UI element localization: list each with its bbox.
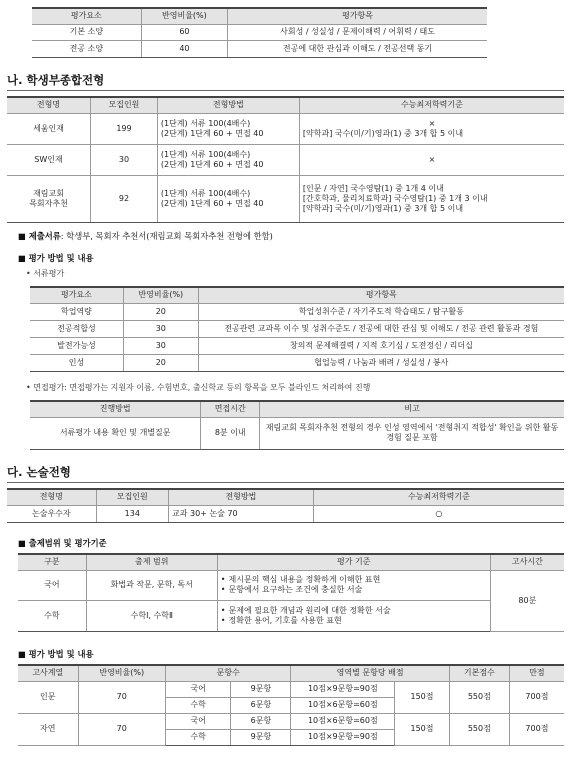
col-header: 전형명 xyxy=(7,97,91,113)
col-header: 구분 xyxy=(18,554,86,570)
interview-note: • 면접평가: 면접평가는 지원자 이름, 수험번호, 출신학교 등의 항목을 모두 블라인드 처리하여 진행 xyxy=(26,383,371,392)
table-cell: 6문항 xyxy=(231,697,291,713)
table-cell: 8분 이내 xyxy=(201,417,260,449)
table-cell: 세움인재 xyxy=(7,113,91,144)
col-header: 평가항목 xyxy=(198,287,564,303)
table-cell: 논술우수자 xyxy=(7,505,96,522)
col-header: 모집인원 xyxy=(96,489,168,505)
table-cell: 전공에 대한 관심과 이해도 / 전공선택 동기 xyxy=(228,40,487,57)
table-cell: 서류평가 내용 확인 및 개별질문 xyxy=(30,417,201,449)
table-cell: 사회성 / 성실성 / 문제이해력 / 어휘력 / 태도 xyxy=(228,24,487,40)
col-header: 고사계열 xyxy=(18,665,78,681)
docs-text: : 학생부, 목회자 추천서(재림교회 목회자추천 전형에 한함) xyxy=(60,231,273,241)
table-cell: 창의적 문제해결력 / 지적 호기심 / 도전정신 / 리더십 xyxy=(198,337,564,354)
col-header: 반영비율(%) xyxy=(141,8,227,24)
col-header: 모집인원 xyxy=(91,97,158,113)
table-cell: (1단계) 서류 100(4배수) (2단계) 1단계 60 + 면접 40 xyxy=(157,113,299,144)
doc-eval-table xyxy=(30,286,564,372)
table-cell: × xyxy=(299,144,564,175)
table-cell: 700점 xyxy=(509,681,564,713)
table-cell: 인성 xyxy=(30,354,123,371)
table-cell: 6문항 xyxy=(231,713,291,729)
table-cell: 20 xyxy=(123,303,198,320)
table-cell: 70 xyxy=(78,713,165,745)
essay-eval-table xyxy=(18,664,564,746)
table-cell: 9문항 xyxy=(231,681,291,697)
table-cell: • 문제에 필요한 개념과 원리에 대한 정확한 서술 • 정확한 용어, 기호를 사용한 표현 xyxy=(217,600,490,631)
table-cell: 30 xyxy=(123,320,198,337)
admission-table xyxy=(7,96,564,223)
table-cell: (1단계) 서류 100(4배수) (2단계) 1단계 60 + 면접 40 xyxy=(157,144,299,175)
table-cell: 20 xyxy=(123,354,198,371)
col-header: 전형명 xyxy=(7,489,96,505)
table-cell: 재림교회 목회자추천 전형의 경우 인성 영역에서 '전형취지 적합성' 확인을 위한 활동 경험 질문 포함 xyxy=(260,417,564,449)
scope-table xyxy=(18,553,564,632)
eval-heading: ■ 평가 방법 및 내용 xyxy=(18,253,94,263)
table-cell: 150점 xyxy=(395,713,450,745)
table-cell: 550점 xyxy=(449,713,509,745)
table-cell: 134 xyxy=(96,505,168,522)
table-cell: 700점 xyxy=(509,713,564,745)
table-cell: 전공 소양 xyxy=(32,40,141,57)
table-cell: 40 xyxy=(141,40,227,57)
col-header: 전형방법 xyxy=(169,489,314,505)
section-divider xyxy=(7,90,564,91)
section-title: 다. 논술전형 xyxy=(7,465,71,479)
table-cell: 수학 xyxy=(18,600,86,631)
table-cell: 80분 xyxy=(490,570,564,631)
table-cell: 수학Ⅰ, 수학Ⅱ xyxy=(86,600,217,631)
section-title: 나. 학생부종합전형 xyxy=(7,73,105,87)
table-cell: 인문 xyxy=(18,681,78,713)
table-cell: (1단계) 서류 100(4배수) (2단계) 1단계 60 + 면접 40 xyxy=(157,175,299,222)
col-header: 수능최저학력기준 xyxy=(299,97,564,113)
table-cell: [인문 / 자연] 국수영탐(1) 중 1개 4 이내 [간호학과, 물리치료학과] 국수영탐(1) 중 1개 3 이내 [약학과] 국수(미/기)영과(1) 중 3개 합 5 이내 xyxy=(299,175,564,222)
col-header: 평가요소 xyxy=(32,8,141,24)
table-cell: 전공적합성 xyxy=(30,320,123,337)
table-cell: 30 xyxy=(123,337,198,354)
col-header: 비고 xyxy=(260,401,564,417)
essay-eval-heading: ■ 평가 방법 및 내용 xyxy=(18,649,94,659)
col-header: 평가 기준 xyxy=(217,554,490,570)
table-cell: 550점 xyxy=(449,681,509,713)
section-divider xyxy=(7,482,564,483)
table-cell: 국어 xyxy=(165,681,231,697)
table-cell: 학업성취수준 / 자기주도적 학습태도 / 탐구활동 xyxy=(198,303,564,320)
table-cell: 재림교회 목회자추천 xyxy=(7,175,91,222)
table-cell: 92 xyxy=(91,175,158,222)
table-cell: 10점×9문항=90점 xyxy=(291,681,395,697)
col-header: 고사시간 xyxy=(490,554,564,570)
table-cell: ○ xyxy=(313,505,564,522)
table-cell: 학업역량 xyxy=(30,303,123,320)
docs-label: 제출서류 xyxy=(28,231,61,241)
table-cell: 9문항 xyxy=(231,729,291,745)
table-cell: 10점×6문항=60점 xyxy=(291,697,395,713)
top-eval-table xyxy=(32,7,487,58)
col-header: 전형방법 xyxy=(157,97,299,113)
table-cell: 국어 xyxy=(165,713,231,729)
col-header: 수능최저학력기준 xyxy=(313,489,564,505)
table-cell: • 제시문의 핵심 내용을 정확하게 이해한 표현 • 문항에서 요구하는 조건에 충실한 서술 xyxy=(217,570,490,600)
table-cell: 협업능력 / 나눔과 배려 / 성실성 / 봉사 xyxy=(198,354,564,371)
docs-line: ■ 제출서류: 학생부, 목회자 추천서(재림교회 목회자추천 전형에 한함) xyxy=(18,231,273,241)
col-header: 문항수 xyxy=(165,665,291,681)
col-header: 만점 xyxy=(509,665,564,681)
table-cell: 전공관련 교과목 이수 및 성취수준도 / 전공에 대한 관심 및 이해도 / 전공 관련 활동과 경험 xyxy=(198,320,564,337)
table-cell: 수학 xyxy=(165,729,231,745)
table-cell: 교과 30+ 논술 70 xyxy=(169,505,314,522)
doc-eval-label: • 서류평가 xyxy=(26,269,65,278)
table-cell: 발전가능성 xyxy=(30,337,123,354)
table-cell: 10점×9문항=90점 xyxy=(291,729,395,745)
table-cell: 60 xyxy=(141,24,227,40)
table-cell: 화법과 작문, 문학, 독서 xyxy=(86,570,217,600)
table-cell: 수학 xyxy=(165,697,231,713)
table-cell: 150점 xyxy=(395,681,450,713)
table-cell: 자연 xyxy=(18,713,78,745)
table-cell: 30 xyxy=(91,144,158,175)
table-cell: × [약학과] 국수(미/기)영과(1) 중 3개 합 5 이내 xyxy=(299,113,564,144)
col-header: 기본점수 xyxy=(449,665,509,681)
table-cell: 기본 소양 xyxy=(32,24,141,40)
col-header: 평가항목 xyxy=(228,8,487,24)
col-header: 진행방법 xyxy=(30,401,201,417)
col-header: 출제 범위 xyxy=(86,554,217,570)
table-cell: 국어 xyxy=(18,570,86,600)
scope-heading: ■ 출제범위 및 평가기준 xyxy=(18,538,107,548)
table-cell: 70 xyxy=(78,681,165,713)
table-cell: SW인재 xyxy=(7,144,91,175)
col-header: 영역별 문항당 배점 xyxy=(291,665,449,681)
col-header: 반영비율(%) xyxy=(78,665,165,681)
col-header: 면접시간 xyxy=(201,401,260,417)
table-cell: 199 xyxy=(91,113,158,144)
interview-table xyxy=(30,400,564,450)
essay-table xyxy=(7,488,564,523)
col-header: 반영비율(%) xyxy=(123,287,198,303)
col-header: 평가요소 xyxy=(30,287,123,303)
table-cell: 10점×6문항=60점 xyxy=(291,713,395,729)
